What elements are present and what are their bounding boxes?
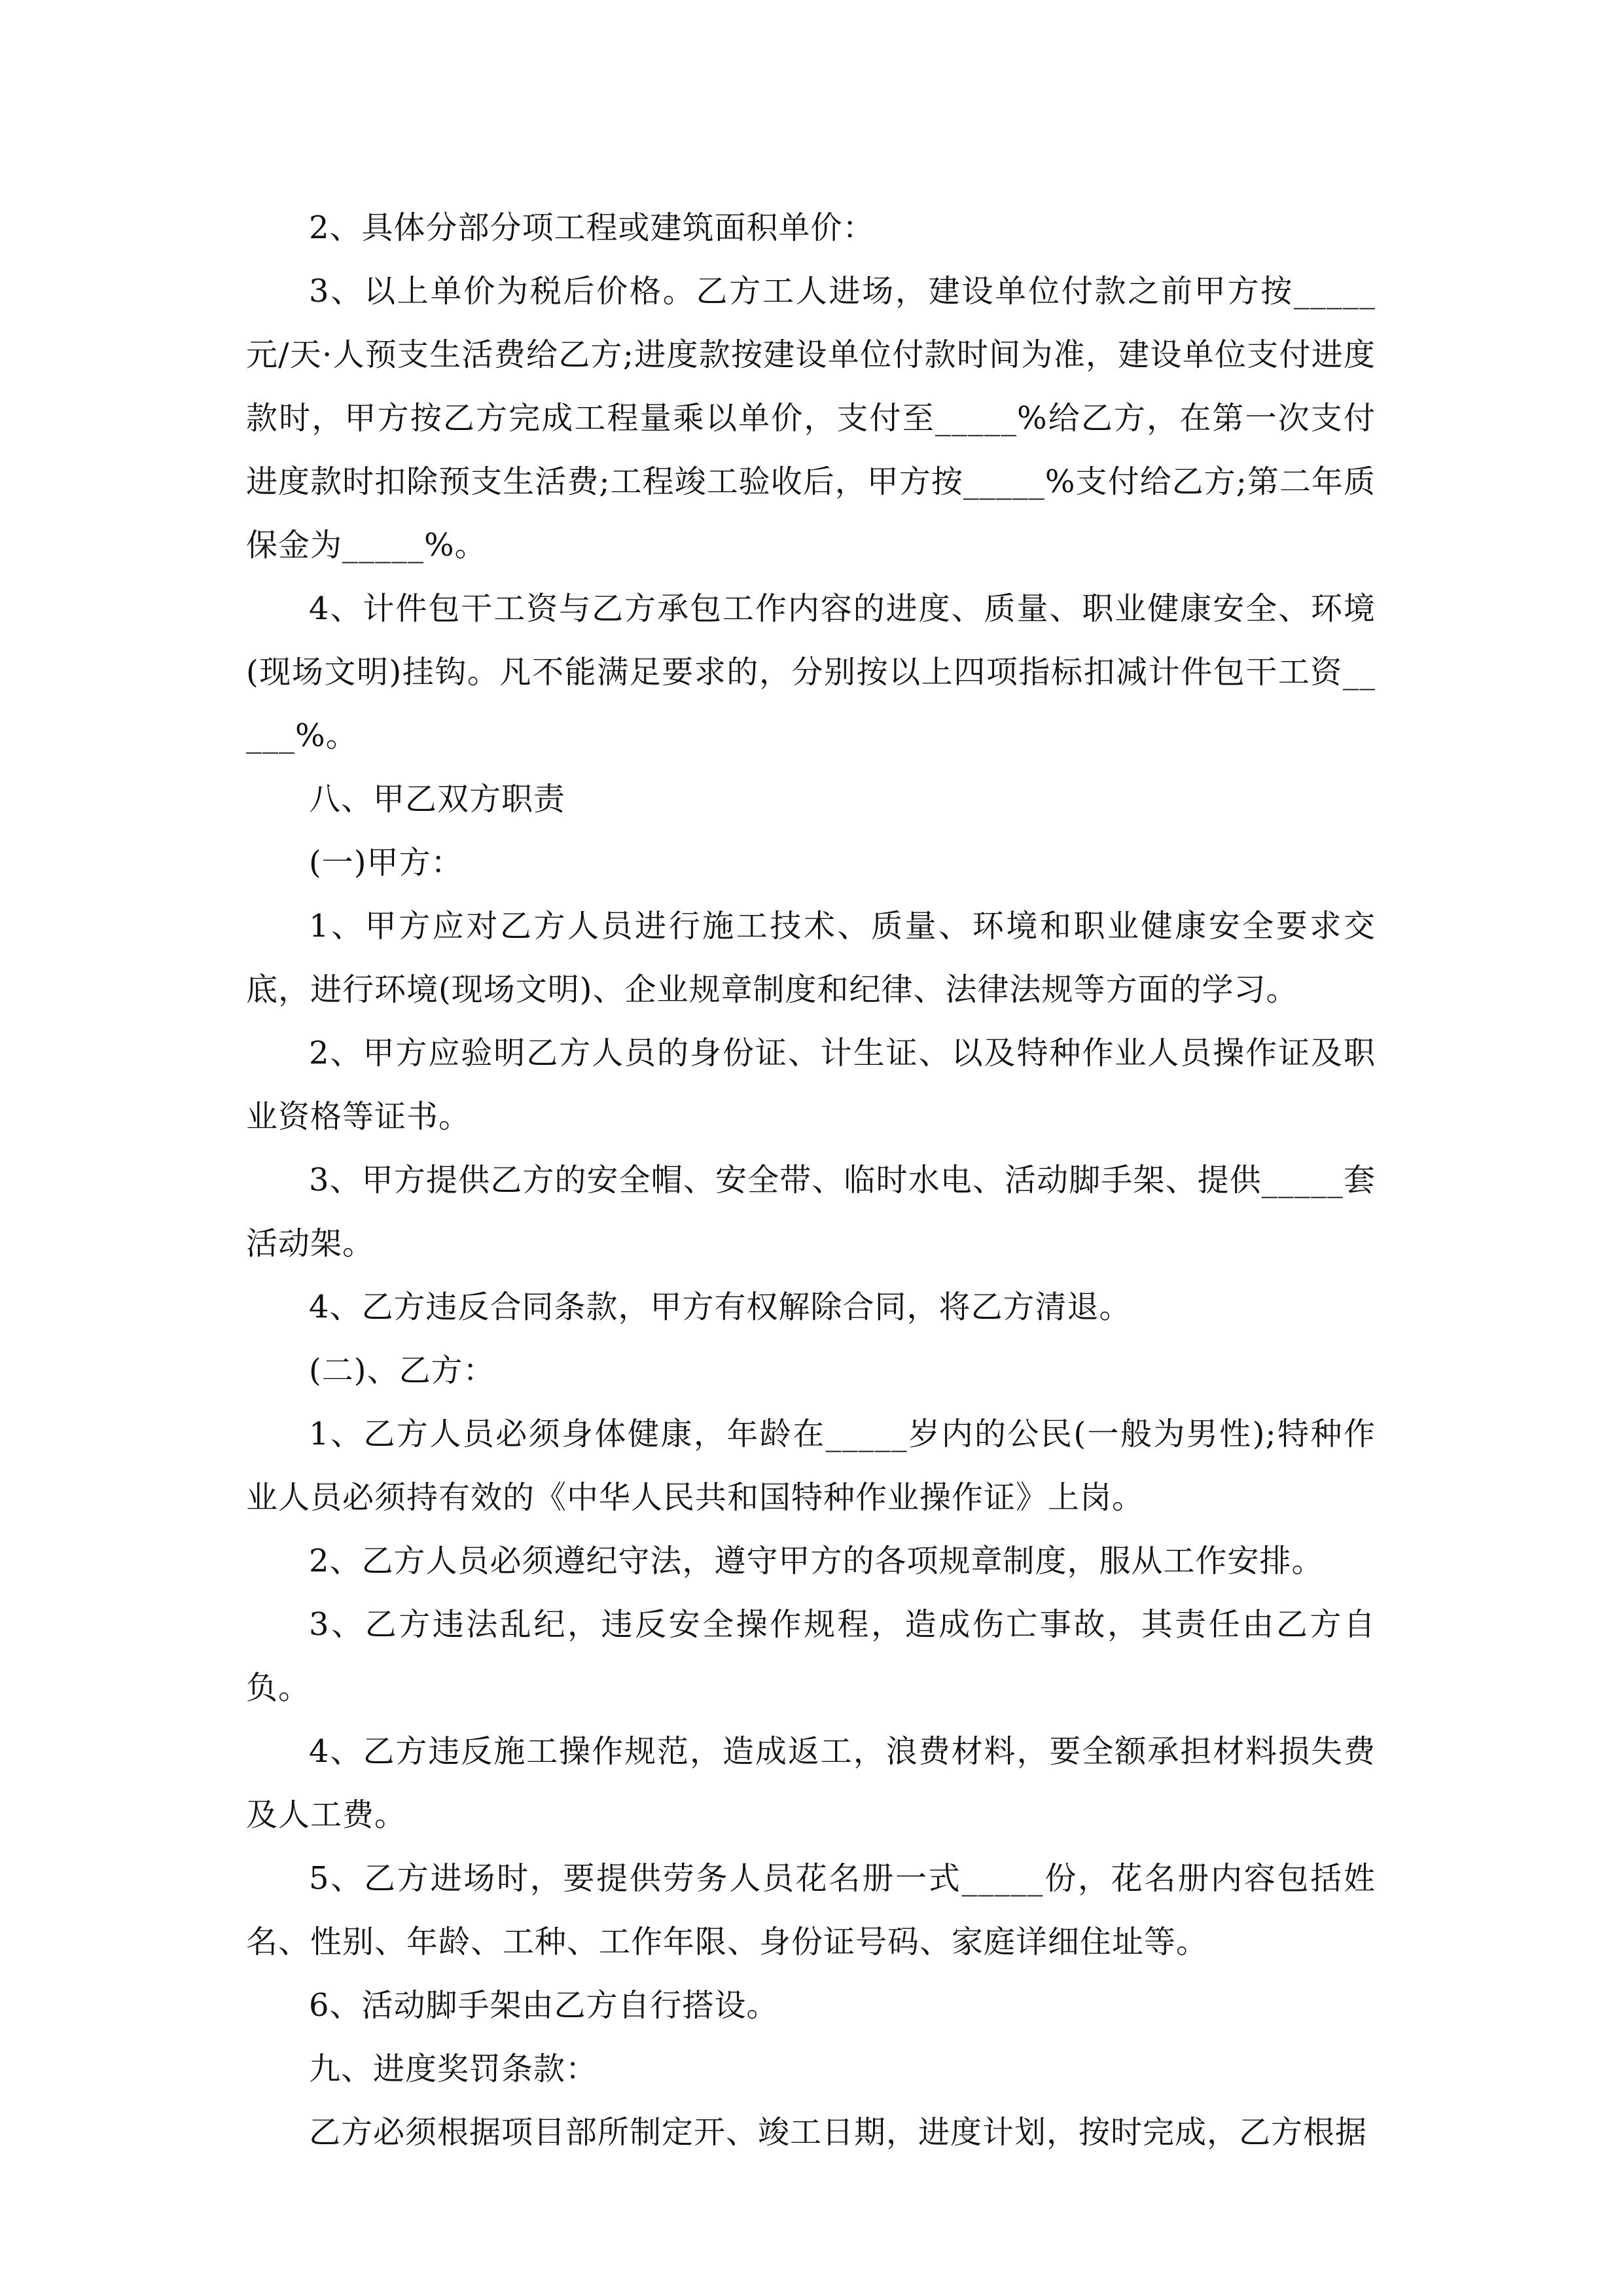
paragraph-party-b-5: 5、乙方进场时，要提供劳务人员花名册一式_____份，花名册内容包括姓名、性别、年龄、工种、工作年限、身份证号码、家庭详细住址等。 <box>246 1860 1376 1960</box>
paragraph-party-b-3: 3、乙方违法乱纪，违反安全操作规程，造成伤亡事故，其责任由乙方自负。 <box>246 1606 1376 1706</box>
paragraph-party-a-1: 1、甲方应对乙方人员进行施工技术、质量、环境和职业健康安全要求交底，进行环境(现场文明)、企业规章制度和纪律、法律法规等方面的学习。 <box>246 908 1376 1008</box>
paragraph-unit-price: 2、具体分部分项工程或建筑面积单价： <box>309 209 875 246</box>
document-body <box>246 196 1376 2164</box>
paragraph-party-a-2: 2、甲方应验明乙方人员的身份证、计生证、以及特种作业人员操作证及职业资格等证书。 <box>246 1035 1376 1135</box>
section-heading-progress-rewards: 九、进度奖罚条款： <box>309 2051 598 2087</box>
subsection-heading-party-b: (二)、乙方： <box>309 1352 495 1389</box>
paragraph-progress-schedule: 乙方必须根据项目部所制定开、竣工日期，进度计划，按时完成，乙方根据 <box>309 2114 1368 2151</box>
paragraph-wage-linkage: 4、计件包干工资与乙方承包工作内容的进度、质量、职业健康安全、环境(现场文明)挂钩。凡不能满足要求的，分别按以上四项指标扣减计件包干工资_____%。 <box>246 590 1376 754</box>
paragraph-party-b-6: 6、活动脚手架由乙方自行搭设。 <box>309 1987 779 2024</box>
paragraph-payment-terms: 3、以上单价为税后价格。乙方工人进场，建设单位付款之前甲方按_____元/天·人预支生活费给乙方;进度款按建设单位付款时间为准，建设单位支付进度款时，甲方按乙方完成工程量乘以单价，支付至_____%给乙方，在第一次支付进度款时扣除预支生活费;工程竣工验收后，甲方按_____%支付给乙方;第二年质保金为_____%。 <box>246 273 1376 564</box>
paragraph-party-b-4: 4、乙方违反施工操作规范，造成返工，浪费材料，要全额承担材料损失费及人工费。 <box>246 1733 1376 1833</box>
paragraph-party-a-4: 4、乙方违反合同条款，甲方有权解除合同，将乙方清退。 <box>309 1289 1132 1325</box>
section-heading-duties: 八、甲乙双方职责 <box>309 781 566 817</box>
subsection-heading-party-a: (一)甲方： <box>309 844 463 881</box>
paragraph-party-b-2: 2、乙方人员必须遵纪守法，遵守甲方的各项规章制度，服从工作安排。 <box>309 1543 1324 1579</box>
paragraph-party-b-1: 1、乙方人员必须身体健康，年龄在_____岁内的公民(一般为男性);特种作业人员必须持有效的《中华人民共和国特种作业操作证》上岗。 <box>246 1416 1376 1516</box>
paragraph-party-a-3: 3、甲方提供乙方的安全帽、安全带、临时水电、活动脚手架、提供_____套活动架。 <box>246 1162 1376 1262</box>
